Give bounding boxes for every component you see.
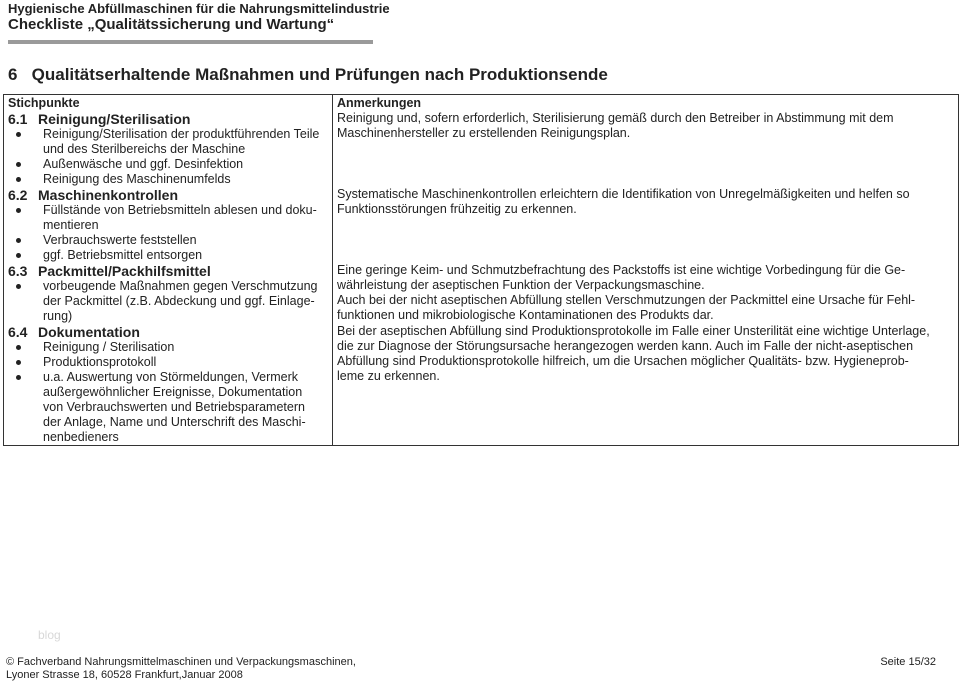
list-item: von Verbrauchswerten und Betriebsparametern xyxy=(43,400,305,414)
subsection-title: Maschinenkontrollen xyxy=(38,187,179,203)
footer-line2: Lyoner Strasse 18, 60528 Frankfurt,Januar 2008 xyxy=(6,669,243,681)
header-divider xyxy=(8,40,373,44)
stichpunkte-list xyxy=(8,111,328,445)
list-item: Außenwäsche und ggf. Desinfektion xyxy=(8,157,328,172)
note-line: Auch bei der nicht aseptischen Abfüllung stellen Verschmutzungen der Packmittel eine Ursache für Fehl- xyxy=(337,293,916,307)
bullet-list xyxy=(8,340,328,445)
note-line: währleistung der aseptischen Funktion der Verpackungsmaschine. xyxy=(337,278,705,292)
subsection-number: 6.3 xyxy=(8,263,28,279)
note-block xyxy=(337,324,954,384)
anmerkungen-list xyxy=(337,111,954,384)
watermark: blog xyxy=(38,628,61,642)
list-item: vorbeugende Maßnahmen gegen Verschmutzung xyxy=(8,279,328,294)
bullet-list xyxy=(8,279,328,324)
subsection-number: 6.2 xyxy=(8,187,28,203)
note-line: Funktionsstörungen frühzeitig zu erkennen. xyxy=(337,202,577,216)
footer-publisher xyxy=(6,656,356,682)
subsection-title: Reinigung/Sterilisation xyxy=(38,111,191,127)
note-line: Bei der aseptischen Abfüllung sind Produktionsprotokolle im Falle einer Unsterilität eine wichtige Unterlage, xyxy=(337,324,930,338)
note-line: funktionen und mikrobiologische Kontaminationen des Produkts dar. xyxy=(337,308,714,322)
section-title: Qualitätserhaltende Maßnahmen und Prüfungen nach Produktionsende xyxy=(31,65,608,84)
checklist-table xyxy=(3,94,959,446)
list-item: u.a. Auswertung von Störmeldungen, Vermerk xyxy=(8,370,328,385)
subsection-heading xyxy=(8,263,328,279)
footer-line1: Fachverband Nahrungsmittelmaschinen und Verpackungsmaschinen, xyxy=(17,656,356,668)
copyright-symbol: © xyxy=(6,656,15,668)
subsection-number: 6.1 xyxy=(8,111,28,127)
section-heading xyxy=(8,64,608,86)
header-title: Checkliste „Qualitätssicherung und Wartung“ xyxy=(8,16,335,33)
list-item: mentieren xyxy=(43,218,99,232)
list-item: ggf. Betriebsmittel entsorgen xyxy=(8,248,328,263)
note-line: Systematische Maschinenkontrollen erleichtern die Identifikation von Unregelmäßigkeiten und helfen so xyxy=(337,187,910,201)
list-item: außergewöhnlicher Ereignisse, Dokumentation xyxy=(43,385,303,399)
bullet-list xyxy=(8,203,328,263)
note-line: Abfüllung sind Produktionsprotokolle hilfreich, um die Ursachen möglicher Qualitäts- bzw. Hygieneprob- xyxy=(337,354,909,368)
subsection-heading xyxy=(8,324,328,340)
note-line: Maschinenhersteller zu erstellenden Reinigungsplan. xyxy=(337,126,631,140)
header-subtitle: Hygienische Abfüllmaschinen für die Nahrungsmittelindustrie xyxy=(8,1,390,16)
list-item: Reinigung / Sterilisation xyxy=(8,340,328,355)
list-item: Füllstände von Betriebsmitteln ablesen und doku- xyxy=(8,203,328,218)
note-block xyxy=(337,111,954,141)
section-block xyxy=(8,263,328,324)
list-item: Reinigung/Sterilisation der produktführenden Teile xyxy=(8,127,328,142)
note-line: Eine geringe Keim- und Schmutzbefrachtung des Packstoffs ist eine wichtige Vorbedingung für die Ge- xyxy=(337,263,906,277)
section-block xyxy=(8,324,328,445)
list-item: Verbrauchswerte feststellen xyxy=(8,233,328,248)
subsection-heading xyxy=(8,111,328,127)
list-item: rung) xyxy=(43,309,73,323)
subsection-title: Packmittel/Packhilfsmittel xyxy=(38,263,211,279)
list-item: der Anlage, Name und Unterschrift des Maschi- xyxy=(43,415,306,429)
list-item: und des Sterilbereichs der Maschine xyxy=(43,142,246,156)
subsection-heading xyxy=(8,187,328,203)
subsection-number: 6.4 xyxy=(8,324,28,340)
list-item: Produktionsprotokoll xyxy=(8,355,328,370)
section-block xyxy=(8,111,328,187)
bullet-list xyxy=(8,127,328,187)
table-row xyxy=(4,111,959,446)
page-number: Seite 15/32 xyxy=(880,656,936,668)
section-block xyxy=(8,187,328,263)
list-item: nenbedieners xyxy=(43,430,119,444)
note-line: Reinigung und, sofern erforderlich, Sterilisierung gemäß durch den Betreiber in Abstimmung mit dem xyxy=(337,111,894,125)
anmerkungen-cell xyxy=(333,111,959,446)
column-header-anmerkungen: Anmerkungen xyxy=(333,95,959,112)
stichpunkte-cell xyxy=(4,111,333,446)
note-block xyxy=(337,263,954,323)
list-item: Reinigung des Maschinenumfelds xyxy=(8,172,328,187)
note-line: leme zu erkennen. xyxy=(337,369,440,383)
column-header-stichpunkte: Stichpunkte xyxy=(4,95,333,112)
section-number: 6 xyxy=(8,65,18,84)
note-block xyxy=(337,187,954,217)
subsection-title: Dokumentation xyxy=(38,324,140,340)
document-header xyxy=(8,0,428,33)
note-line: die zur Diagnose der Störungsursache herangezogen werden kann. Auch im Falle der nicht-aseptischen xyxy=(337,339,914,353)
list-item: der Packmittel (z.B. Abdeckung und ggf. Einlage- xyxy=(43,294,315,308)
